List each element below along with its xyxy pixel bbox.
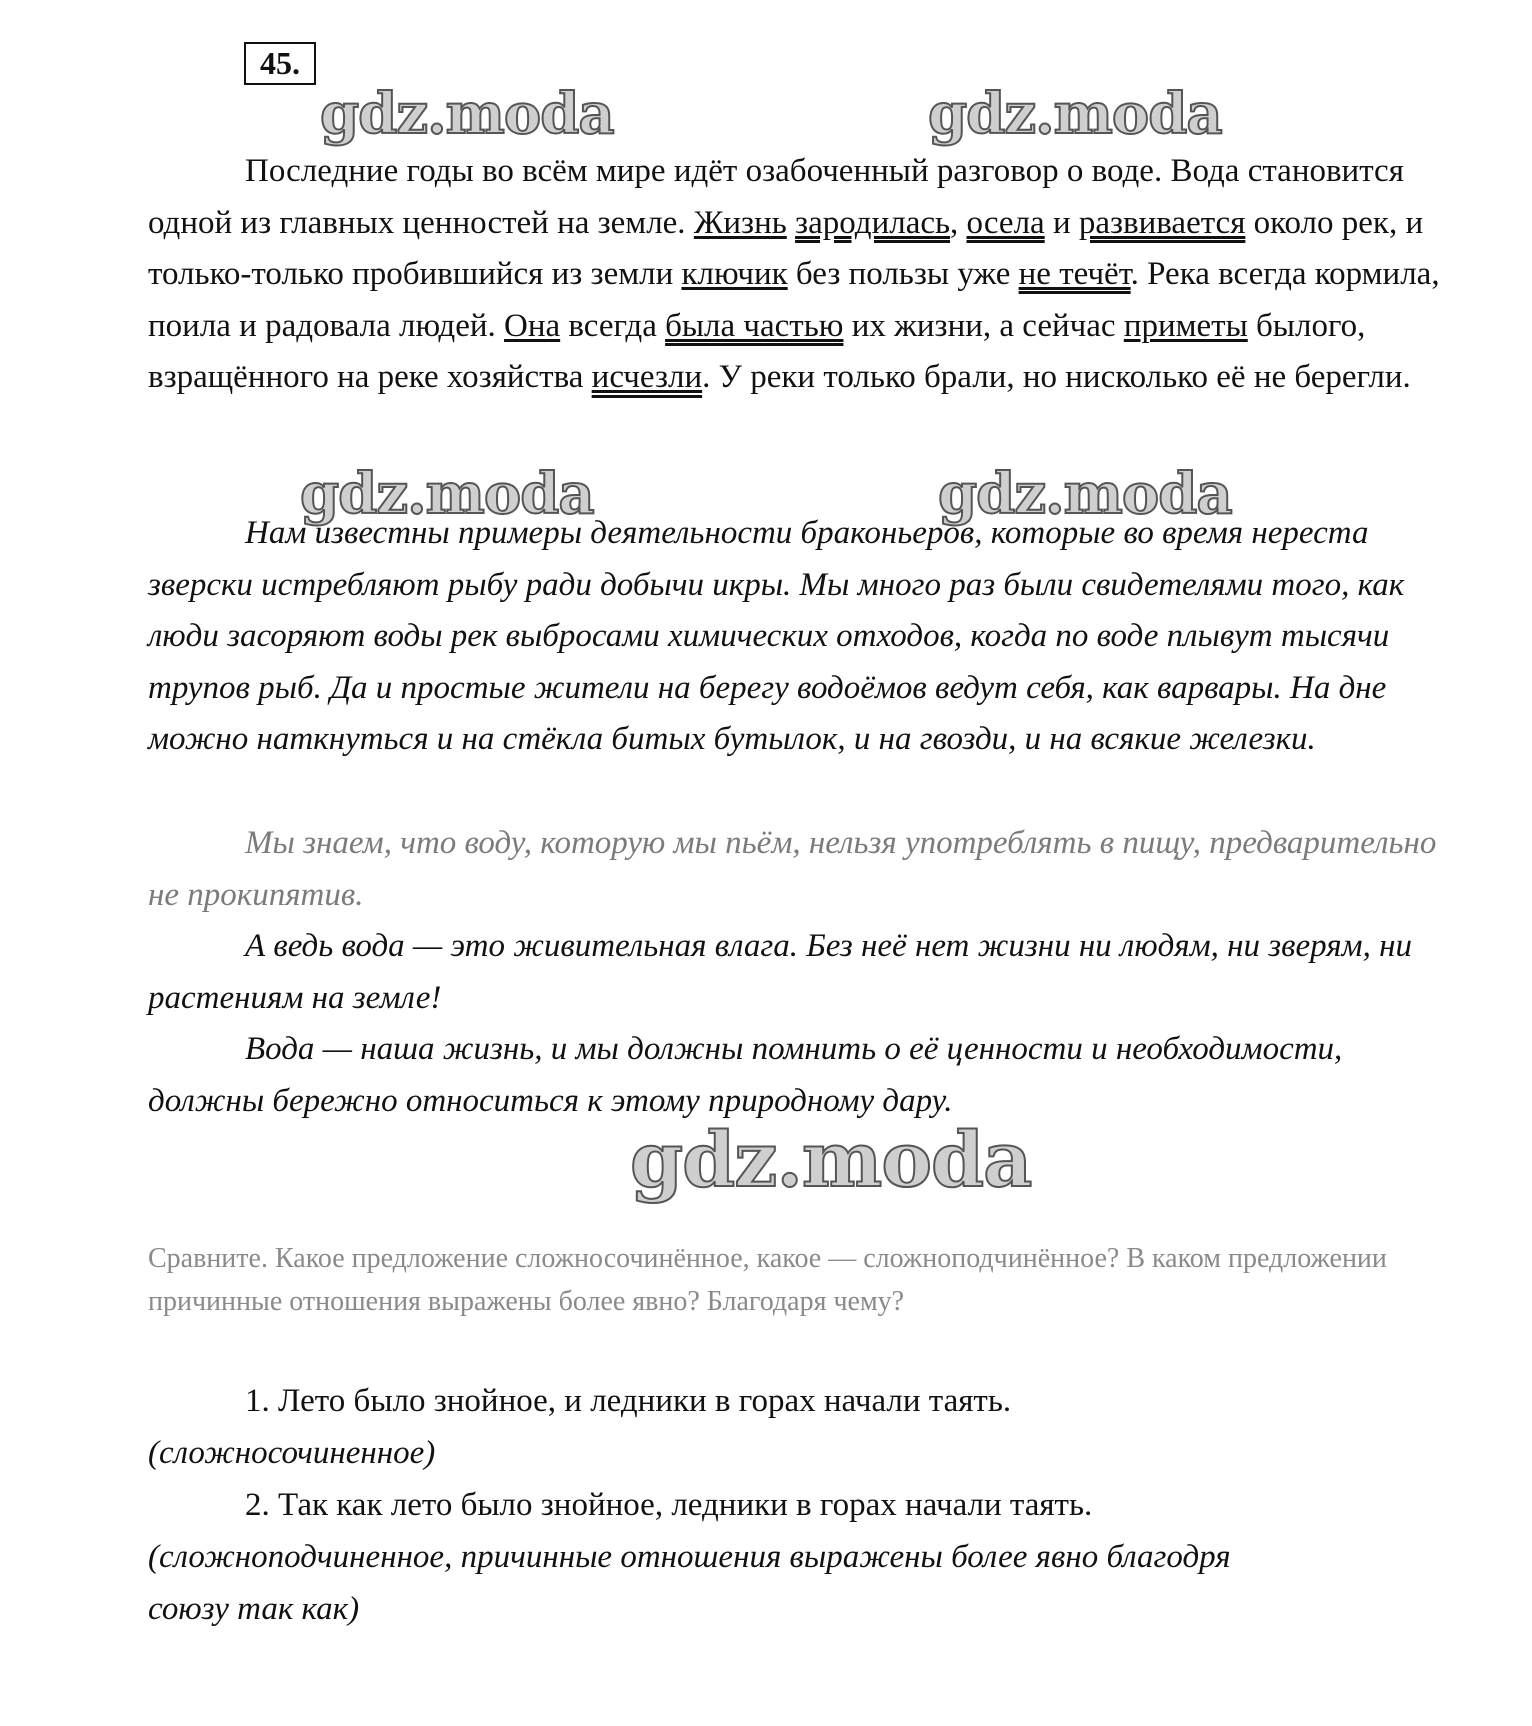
predicate-byla-chastyu: была частью [665,307,844,344]
watermark-1: gdz.moda [320,81,614,147]
answer-1-note: (сложносочиненное) [148,1435,436,1471]
answer-1: 1. Лето было знойное, и ледники в горах начали таять. [245,1383,1012,1419]
text-paragraph-2: Нам известны примеры деятельности браконьеров, которые во время нереста зверски истребляют рыбу ради добычи икры. Мы много раз были свидетелями того, как люди засоряют воды рек выбросами химических отходов, когда по воде плывут тысячи трупов рыб. Да и простые жители на берегу водоёмов ведут себя, как варвары. На дне можно наткнуться и на стёкла битых бутылок, и на гвозди, и на всякие железки. [148,515,1405,758]
predicate-ne-techet: не течёт [1018,256,1131,293]
answer-2: 2. Так как лето было знойное, ледники в горах начали таять. [245,1487,1093,1523]
predicate-osela: осела [966,204,1045,241]
watermark-4: gdz.moda [938,461,1232,527]
text-paragraph-5: Вода — наша жизнь, и мы должны помнить о её ценности и необходимости, должны бережно относиться к этому природному дару. [148,1031,1343,1119]
predicate-zarodilas: зародилась [795,204,951,241]
watermark-5: gdz.moda [630,1115,1032,1204]
subject-ona: Она [504,307,561,344]
subject-zhizn: Жизнь [693,204,787,241]
watermark-2: gdz.moda [928,81,1222,147]
task-question: Сравните. Какое предложение сложносочинённое, какое — сложноподчинённое? В каком предложении причинные отношения выражены более явно? Благодаря чему? [148,1243,1387,1317]
text-paragraph-1: Последние годы во всём мире идёт озабоченный разговор о воде. Вода становится одной из главных ценностей на земле. Жизнь зародилась, осела и развивается около рек, и только-только пробившийся из земли ключик без пользы уже не течёт. Река всегда кормила, поила и радовала людей. Она всегда была частью их жизни, а сейчас приметы былого, взращённого на реке хозяйства исчезли. У реки только брали, но нисколько её не берегли. [148,153,1440,396]
text-paragraph-3: Мы знаем, что воду, которую мы пьём, нельзя употреблять в пищу, предварительно не прокипятив. [148,825,1437,913]
exercise-number: 45. [244,42,316,85]
subject-primety: приметы [1123,307,1248,344]
answer-2-note-line-2: союзу так как) [148,1591,360,1627]
answer-2-note-line-1: (сложноподчиненное, причинные отношения выражены более явно благодря [148,1539,1231,1575]
predicate-razvivaetsya: развивается [1078,204,1246,241]
text-paragraph-4: А ведь вода — это живительная влага. Без неё нет жизни ни людям, ни зверям, ни растениям на земле! [148,928,1412,1016]
subject-klyuchik: ключик [681,256,788,293]
predicate-ischezli: исчезли [591,359,703,396]
watermark-3: gdz.moda [300,461,594,527]
